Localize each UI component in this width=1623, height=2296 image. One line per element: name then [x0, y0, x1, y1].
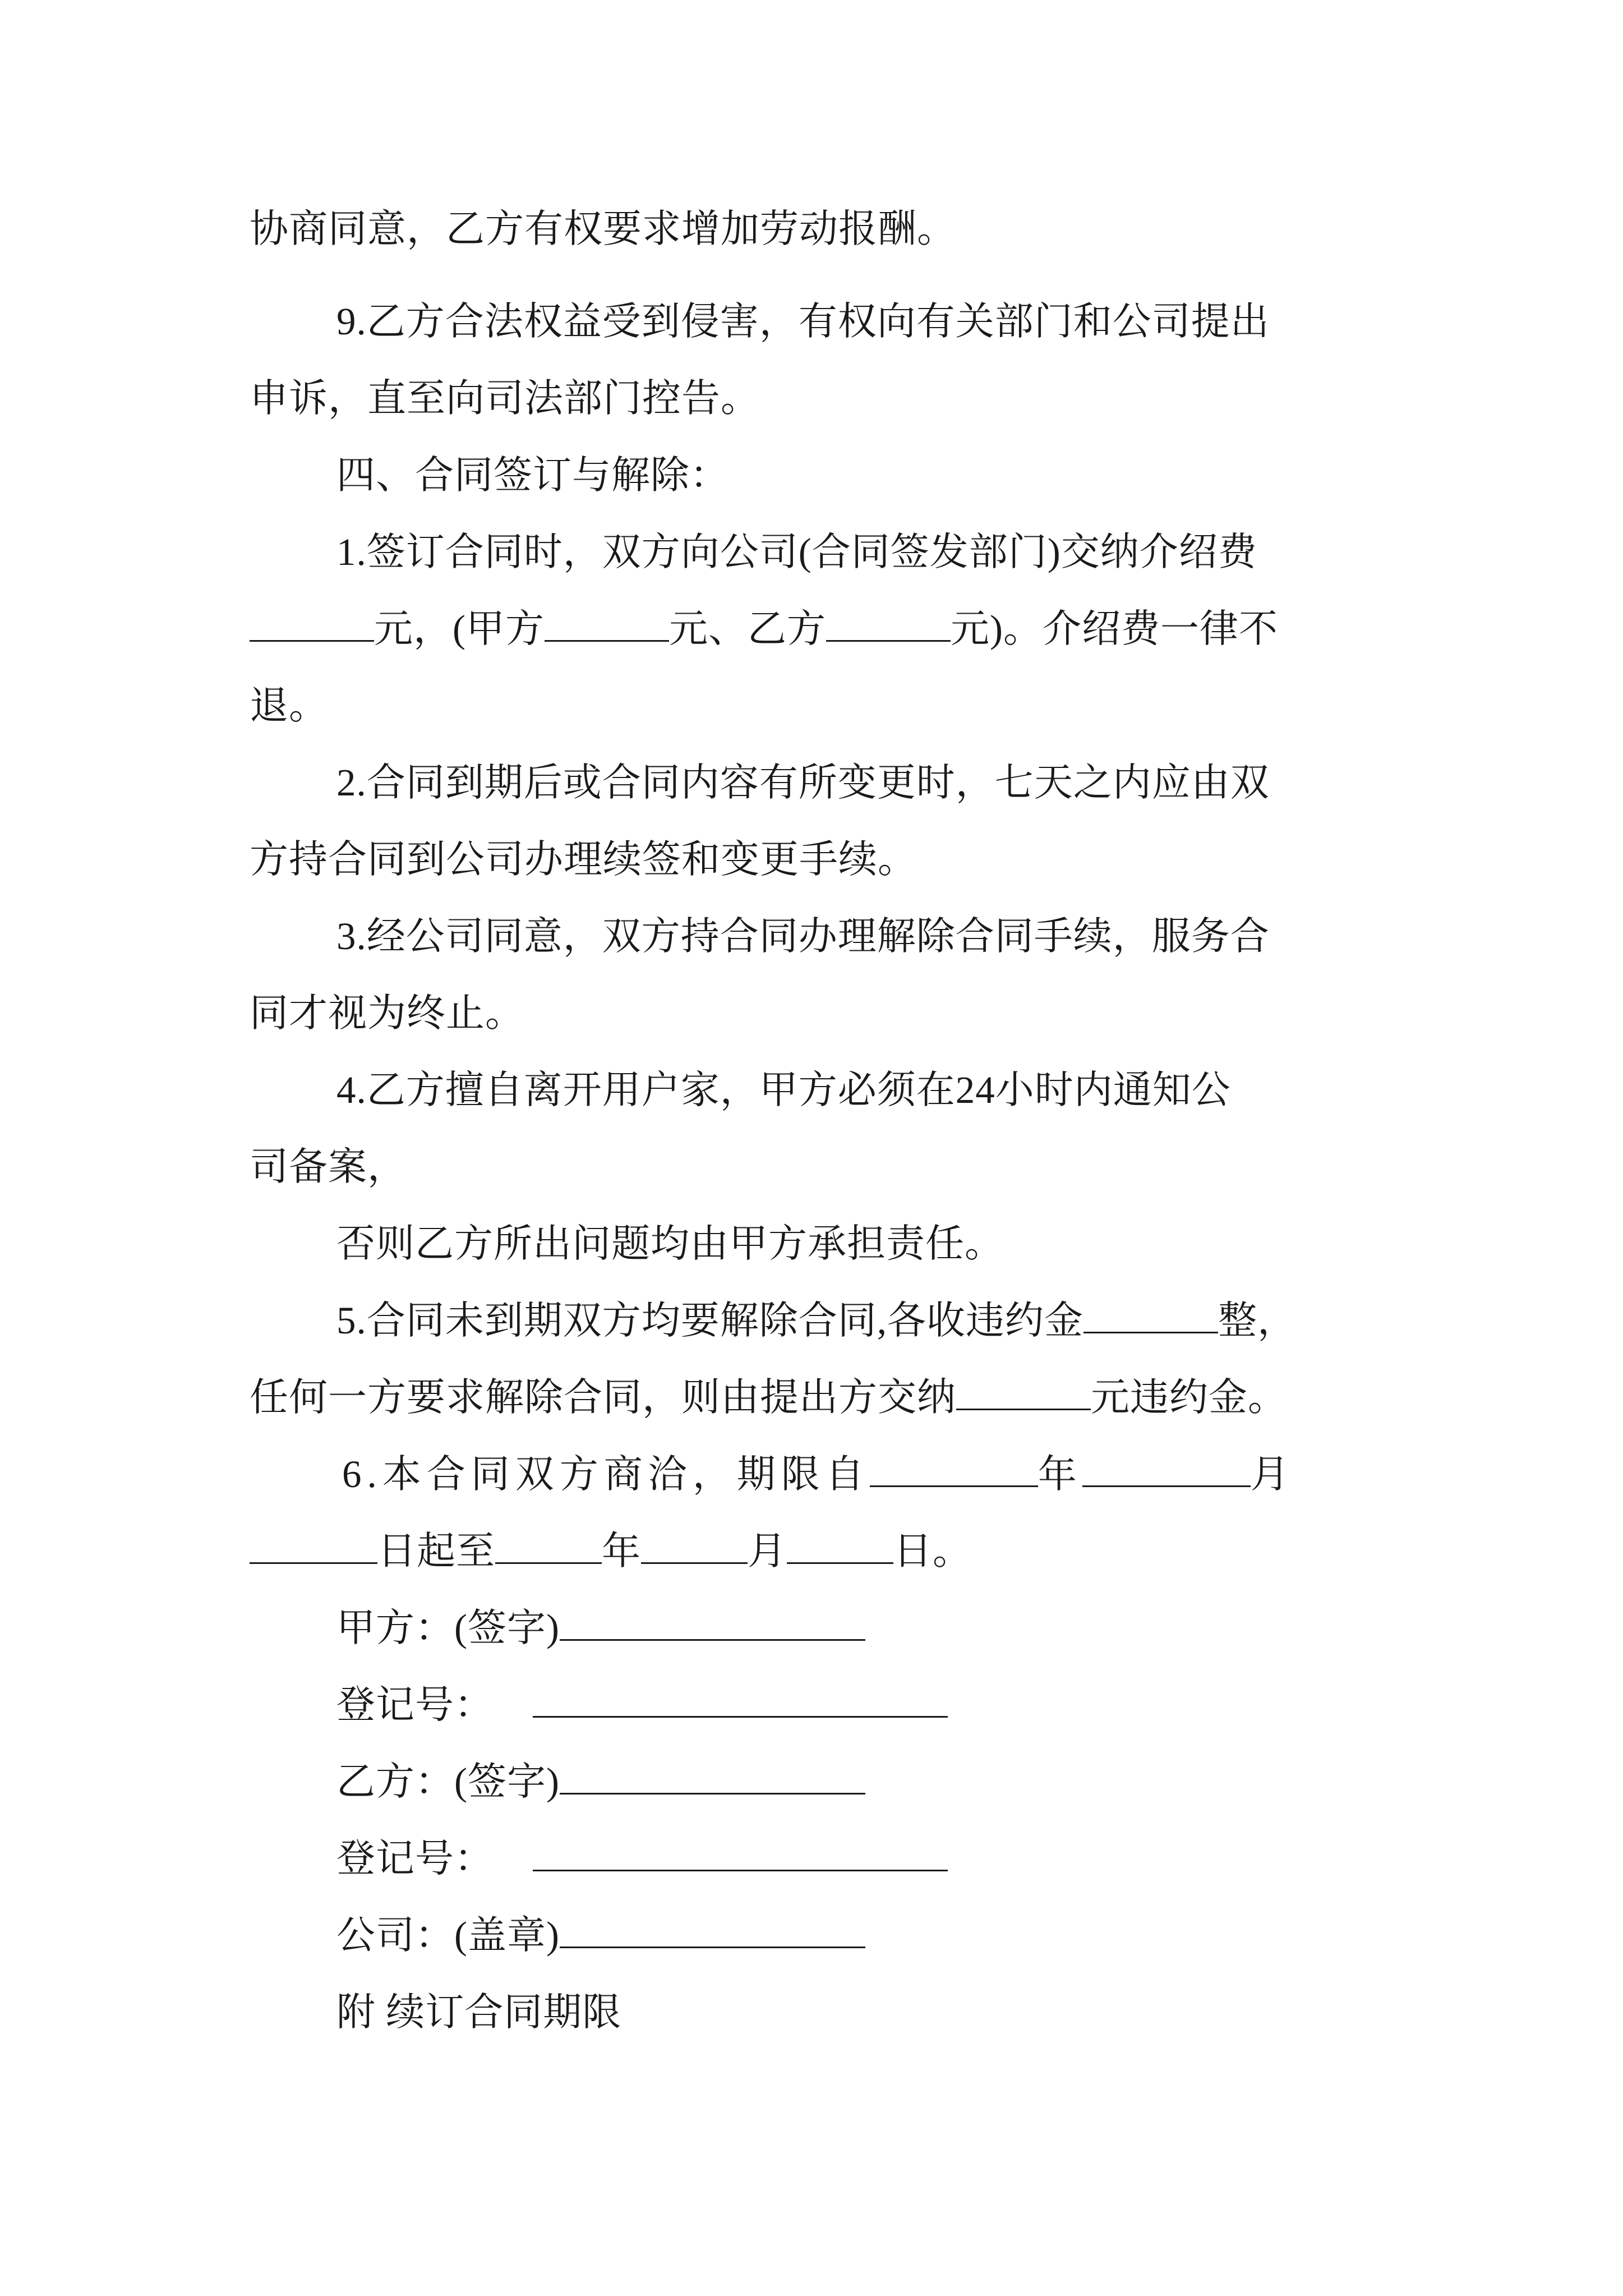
- line-text: 月: [748, 1530, 787, 1572]
- text-line-agreement: [250, 203, 956, 255]
- registration-blank: [533, 1681, 948, 1718]
- fill-blank: [956, 1374, 1091, 1410]
- clause-6-line-1: [342, 1448, 1295, 1500]
- clause-1-line-2: [250, 603, 1278, 655]
- clause-3-line-2: [250, 987, 524, 1039]
- line-text: 整，: [1218, 1299, 1297, 1342]
- signature-label: 甲方：(签字): [336, 1607, 560, 1649]
- line-text: 4.乙方擅自离开用户家，甲方必须在24小时内通知公: [336, 1069, 1231, 1111]
- fill-blank: [826, 605, 951, 642]
- signature-blank: [560, 1604, 865, 1641]
- clause-3-line-1: [336, 910, 1270, 962]
- seal-blank: [560, 1912, 865, 1948]
- fill-blank: [1083, 1297, 1218, 1333]
- line-text: 申诉，直至向司法部门控告。: [250, 377, 760, 420]
- signature-blank: [560, 1758, 865, 1795]
- line-text: 6.本合同双方商洽，期限自: [342, 1453, 870, 1496]
- clause-4-line-3: [336, 1218, 1004, 1269]
- fill-blank: [787, 1527, 893, 1564]
- clause-4-line-1: [336, 1064, 1231, 1116]
- signature-label: 乙方：(签字): [336, 1760, 560, 1803]
- line-text: 退。: [250, 684, 328, 727]
- line-text: 2.合同到期后或合同内容有所变更时，七天之内应由双: [336, 761, 1270, 804]
- line-text: 月: [1250, 1453, 1295, 1496]
- line-text: 元，(甲方: [374, 608, 545, 650]
- registration-blank: [533, 1835, 948, 1871]
- line-text: 元、乙方: [668, 608, 826, 650]
- line-text: 元)。介绍费一律不: [950, 608, 1278, 650]
- line-text: 日。: [893, 1530, 972, 1572]
- registration-number-b: [336, 1833, 948, 1884]
- signature-party-b: [336, 1756, 865, 1807]
- line-text: 3.经公司同意，双方持合同办理解除合同手续，服务合: [336, 915, 1270, 958]
- heading-text: 四、合同签订与解除：: [336, 454, 729, 496]
- line-text: 否则乙方所出问题均由甲方承担责任。: [336, 1222, 1004, 1265]
- section-heading-4: [336, 449, 729, 501]
- clause-5-line-1: [336, 1295, 1297, 1346]
- line-text: 元违约金。: [1091, 1376, 1287, 1419]
- line-text: 年: [602, 1530, 641, 1572]
- fill-blank: [495, 1527, 602, 1564]
- line-text: 5.合同未到期双方均要解除合同,各收违约金: [336, 1299, 1083, 1342]
- clause-9-line-2: [250, 372, 760, 424]
- fill-blank: [1082, 1451, 1251, 1487]
- signature-party-a: [336, 1602, 865, 1654]
- clause-1-line-3: [250, 680, 328, 731]
- clause-4-line-2: [250, 1141, 407, 1193]
- clause-2-line-2: [250, 834, 917, 885]
- line-text: 协商同意，乙方有权要求增加劳动报酬。: [250, 208, 956, 250]
- registration-number-a: [336, 1679, 948, 1731]
- fill-blank: [870, 1451, 1038, 1487]
- line-text: 任何一方要求解除合同，则由提出方交纳: [250, 1376, 956, 1419]
- company-seal: [336, 1910, 865, 1961]
- line-text: 9.乙方合法权益受到侵害，有权向有关部门和公司提出: [336, 300, 1270, 343]
- attachment-text: 附 续订合同期限: [336, 1991, 622, 2033]
- line-text: 方持合同到公司办理续签和变更手续。: [250, 838, 917, 881]
- line-text: 1.签订合同时，双方向公司(合同签发部门)交纳介绍费: [336, 531, 1257, 573]
- line-text: 日起至: [377, 1530, 495, 1572]
- registration-label: 登记号：: [336, 1683, 494, 1726]
- seal-label: 公司：(盖章): [336, 1914, 560, 1957]
- clause-6-line-2: [250, 1525, 972, 1577]
- fill-blank: [250, 1527, 377, 1564]
- clause-5-line-2: [250, 1372, 1287, 1423]
- clause-2-line-1: [336, 757, 1270, 808]
- fill-blank: [250, 605, 374, 642]
- clause-1-line-1: [336, 526, 1257, 578]
- attachment-line: [336, 1986, 621, 2038]
- fill-blank: [641, 1527, 748, 1564]
- fill-blank: [545, 605, 669, 642]
- line-text: 司备案，: [250, 1145, 407, 1188]
- clause-9-line-1: [336, 296, 1270, 347]
- registration-label: 登记号：: [336, 1837, 494, 1880]
- line-text: 年: [1038, 1453, 1082, 1496]
- line-text: 同才视为终止。: [250, 992, 524, 1034]
